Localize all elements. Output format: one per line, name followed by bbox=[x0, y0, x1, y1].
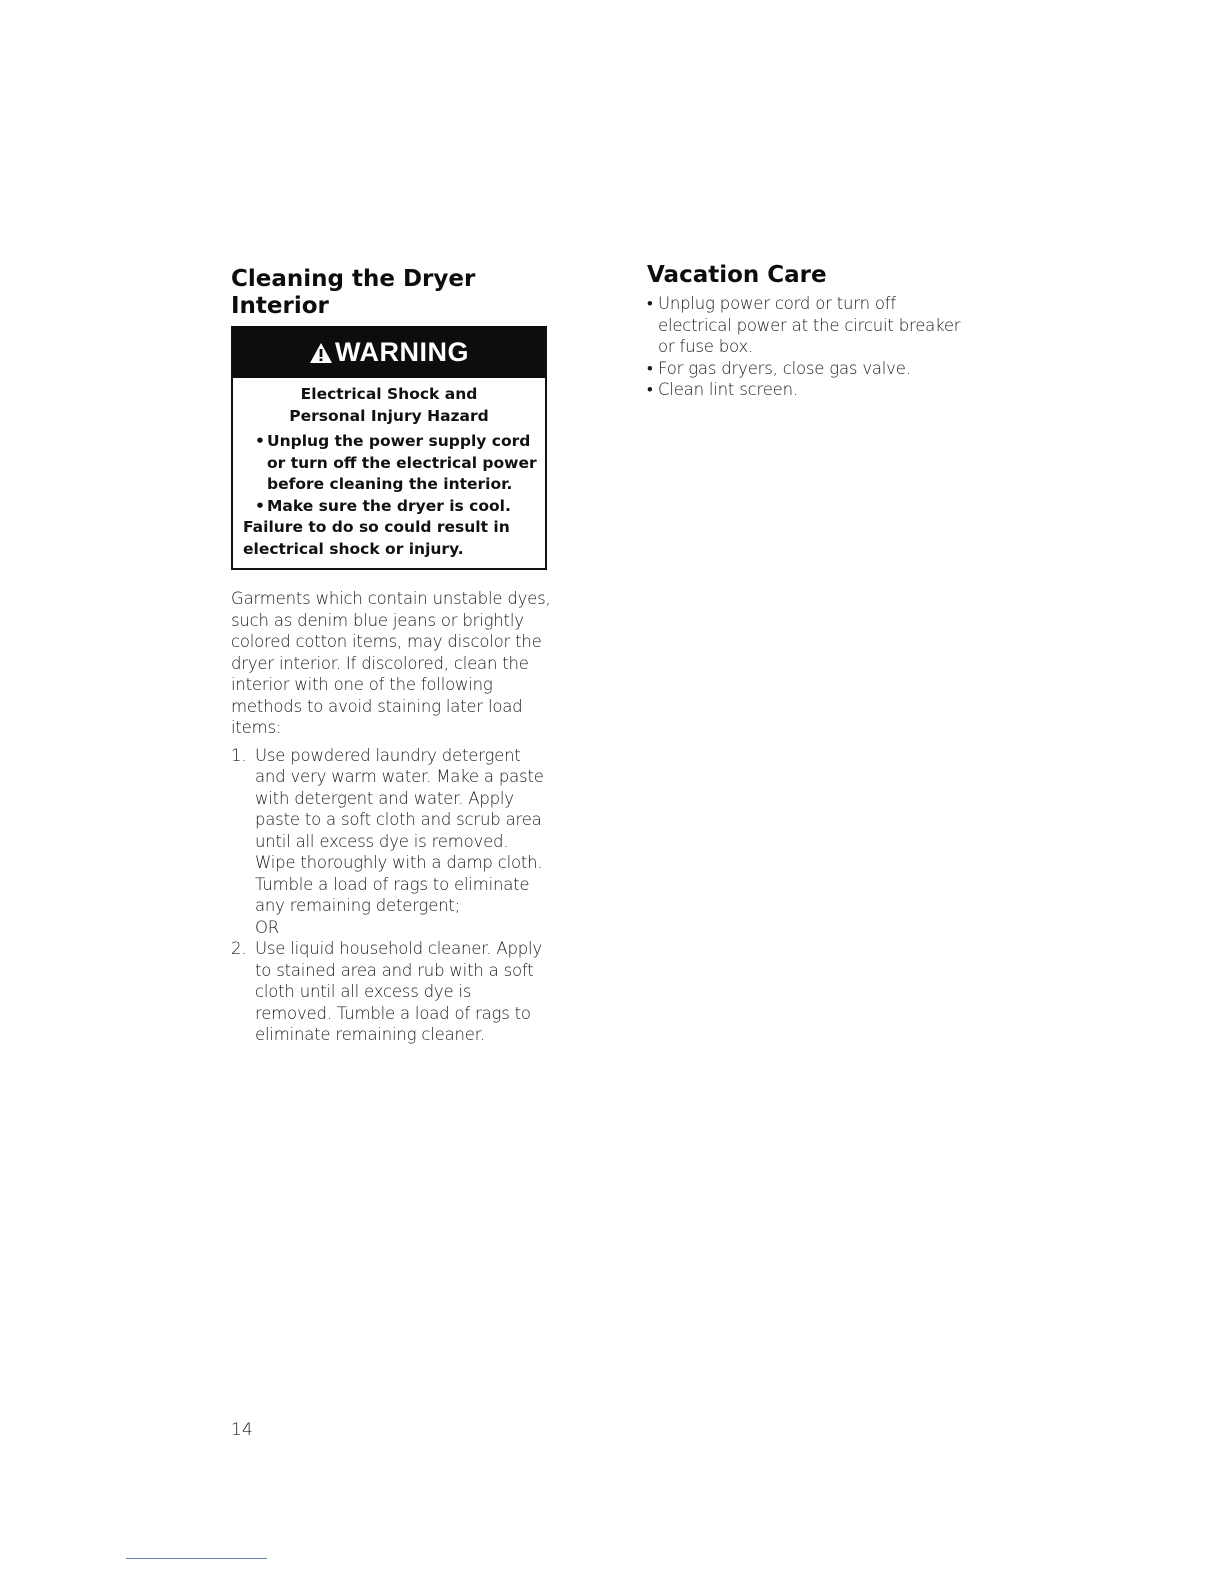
warning-item: • Make sure the dryer is cool. bbox=[255, 496, 539, 518]
vacation-section-title: Vacation Care bbox=[647, 262, 827, 288]
cleaning-section-title bbox=[231, 266, 551, 320]
cleaning-section bbox=[231, 266, 551, 1046]
cleaning-title-line2: Interior bbox=[231, 293, 329, 319]
method-separator: OR bbox=[255, 917, 280, 937]
warning-title-line2: Personal Injury Hazard bbox=[289, 406, 489, 425]
intro-paragraph: Garments which contain unstable dyes, such as denim blue jeans or brightly colored cotton items, may discolor the dryer interior. If discolored, clean the interior with one of the following methods to avoid staining later load items: bbox=[231, 589, 551, 737]
cleaning-methods-list bbox=[231, 745, 551, 1046]
bottom-rule bbox=[126, 1558, 267, 1559]
warning-triangle-icon bbox=[309, 340, 333, 362]
cleaning-title-line1: Cleaning the Dryer bbox=[231, 266, 476, 292]
method-item bbox=[231, 745, 551, 939]
method-item bbox=[231, 938, 551, 1046]
warning-label: WARNING bbox=[335, 336, 469, 367]
page-number: 14 bbox=[231, 1420, 253, 1440]
vacation-item: • Clean lint screen. bbox=[647, 379, 967, 401]
method-text: Use liquid household cleaner. Apply to stained area and rub with a soft cloth until all excess dye is removed. Tumble a load of rags to eliminate remaining cleaner. bbox=[255, 939, 542, 1044]
vacation-item: • For gas dryers, close gas valve. bbox=[647, 358, 967, 380]
warning-header bbox=[233, 326, 545, 378]
method-number: 2. bbox=[231, 939, 247, 958]
warning-title bbox=[239, 384, 539, 427]
warning-box bbox=[231, 326, 547, 570]
warning-consequence: Failure to do so could result in electrical shock or injury. bbox=[243, 518, 510, 558]
method-text: Use powdered laundry detergent and very warm water. Make a paste with detergent and water. Apply paste to a soft cloth and scrub area until all excess dye is removed. Wipe thoroughly with a damp cloth. Tumble a load of rags to eliminate any remaining detergent; bbox=[255, 745, 544, 915]
vacation-list bbox=[647, 293, 967, 401]
vacation-section bbox=[647, 262, 967, 401]
warning-item: • Unplug the power supply cord or turn off the electrical power before cleaning the interior. bbox=[255, 431, 539, 496]
warning-body bbox=[233, 378, 545, 568]
method-number: 1. bbox=[231, 745, 247, 765]
warning-title-line1: Electrical Shock and bbox=[300, 385, 478, 403]
vacation-item: • Unplug power cord or turn off electrical power at the circuit breaker or fuse box. bbox=[647, 293, 967, 358]
warning-list bbox=[255, 431, 539, 517]
